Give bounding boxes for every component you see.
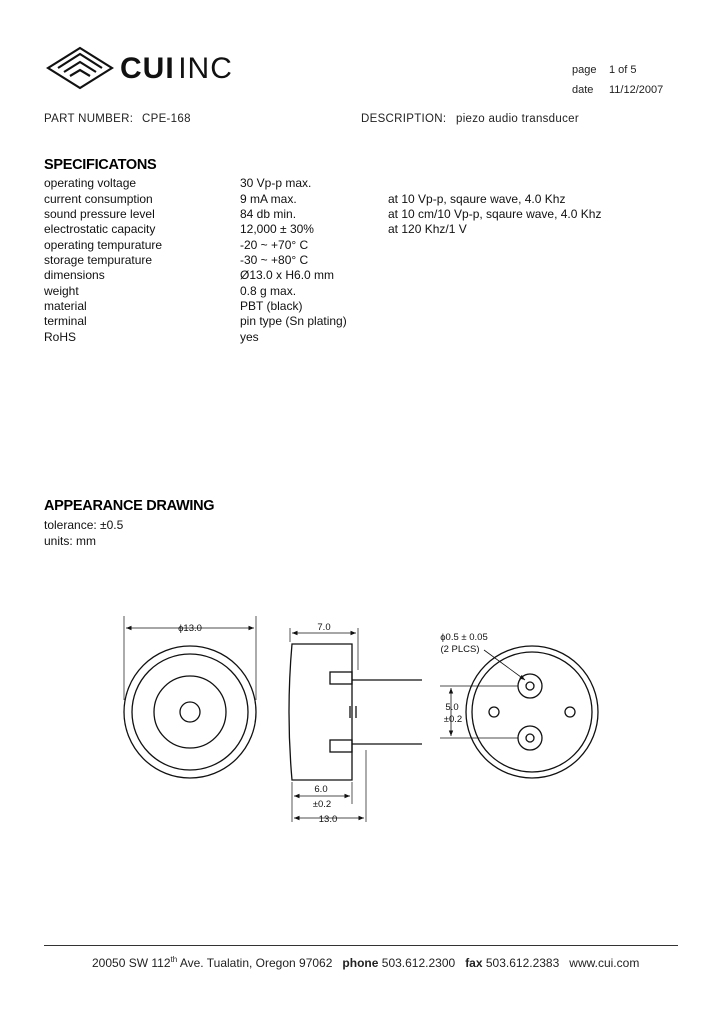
pitch-label: 5.0 xyxy=(445,702,459,713)
footer-address: 20050 SW 112th Ave. Tualatin, Oregon 97062 xyxy=(92,955,333,970)
side-view xyxy=(289,628,422,822)
description-label: DESCRIPTION: xyxy=(361,113,447,125)
pitch-tolerance: ±0.2 xyxy=(443,714,463,725)
footer-divider xyxy=(44,945,678,946)
spec-label: operating tempurature xyxy=(44,238,163,252)
part-number-label: PART NUMBER: xyxy=(44,113,134,125)
spec-row xyxy=(0,253,720,268)
spec-value: pin type (Sn plating) xyxy=(240,314,347,328)
spec-condition: at 10 Vp-p, sqaure wave, 4.0 Khz xyxy=(388,192,566,206)
body-height-tolerance: ±0.2 xyxy=(312,799,332,810)
units-note: units: mm xyxy=(44,534,97,548)
spec-value: yes xyxy=(240,330,259,344)
spec-label: operating voltage xyxy=(44,176,137,190)
spec-label: RoHS xyxy=(44,330,77,344)
spec-label: weight xyxy=(44,284,79,298)
date-value: 11/12/2007 xyxy=(609,84,664,96)
technical-drawing xyxy=(0,600,720,840)
spec-row xyxy=(0,192,720,207)
spec-value: 12,000 ± 30% xyxy=(240,222,314,236)
spec-condition: at 10 cm/10 Vp-p, sqaure wave, 4.0 Khz xyxy=(388,207,602,221)
date-label: date xyxy=(572,84,594,96)
footer-contact xyxy=(92,955,639,970)
spec-row xyxy=(0,314,720,329)
spec-row xyxy=(0,268,720,283)
fax-number: 503.612.2383 xyxy=(485,956,560,970)
appearance-title: APPEARANCE DRAWING xyxy=(44,498,215,514)
spec-label: material xyxy=(44,299,87,313)
spec-row xyxy=(0,330,720,345)
diameter-label: ϕ13.0 xyxy=(178,623,202,634)
spec-label: sound pressure level xyxy=(44,207,155,221)
overall-length-label: 13.0 xyxy=(318,814,338,825)
front-view xyxy=(124,616,256,778)
pin-diameter-label: ϕ0.5 ± 0.05 xyxy=(440,632,488,643)
spec-row xyxy=(0,207,720,222)
spec-value: 0.8 g max. xyxy=(240,284,297,298)
spec-value: Ø13.0 x H6.0 mm xyxy=(240,268,335,282)
spec-value: 84 db min. xyxy=(240,207,297,221)
page-label: page xyxy=(572,64,597,76)
spec-label: storage tempurature xyxy=(44,253,153,267)
page-number: 1 of 5 xyxy=(609,64,637,76)
spec-label: current consumption xyxy=(44,192,153,206)
cui-logo-icon xyxy=(46,46,114,90)
spec-condition: at 120 Khz/1 V xyxy=(388,222,467,236)
spec-label: electrostatic capacity xyxy=(44,222,156,236)
spec-value: PBT (black) xyxy=(240,299,303,313)
fax-label: fax xyxy=(465,956,483,970)
spec-label: terminal xyxy=(44,314,87,328)
spec-row xyxy=(0,299,720,314)
part-number-value: CPE-168 xyxy=(142,113,191,125)
pin-count-note: (2 PLCS) xyxy=(440,644,480,655)
spec-row xyxy=(0,238,720,253)
spec-row xyxy=(0,176,720,191)
width-label: 7.0 xyxy=(317,622,331,633)
specifications-title: SPECIFICATONS xyxy=(44,157,157,173)
phone-number: 503.612.2300 xyxy=(381,956,456,970)
website-link[interactable]: www.cui.com xyxy=(569,956,640,970)
phone-label: phone xyxy=(342,956,379,970)
spec-row xyxy=(0,222,720,237)
description-value: piezo audio transducer xyxy=(456,113,579,125)
spec-row xyxy=(0,284,720,299)
back-view xyxy=(440,646,598,778)
spec-label: dimensions xyxy=(44,268,105,282)
spec-value: 30 Vp-p max. xyxy=(240,176,312,190)
company-name: CUI INC xyxy=(120,52,233,85)
body-height-label: 6.0 xyxy=(314,784,328,795)
tolerance-note: tolerance: ±0.5 xyxy=(44,518,124,532)
spec-value: -30 ~ +80° C xyxy=(240,253,309,267)
spec-value: -20 ~ +70° C xyxy=(240,238,309,252)
spec-value: 9 mA max. xyxy=(240,192,297,206)
